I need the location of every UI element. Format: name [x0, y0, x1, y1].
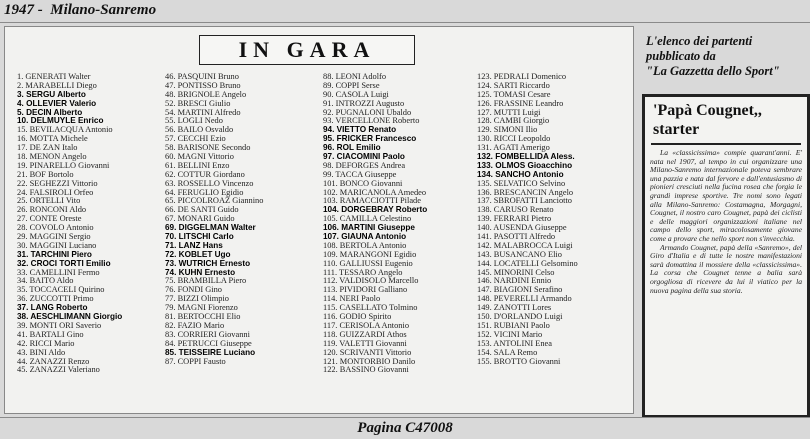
- caption-line: pubblicato da: [646, 49, 716, 63]
- caption-line: L'elenco dei partenti: [646, 34, 753, 48]
- rider-entry: 96. ROL Emilio: [323, 143, 381, 153]
- rider-entry: 39. MONTI ORI Saverio: [17, 320, 102, 330]
- rider-entry: 17. DE ZAN Italo: [17, 143, 78, 153]
- rider-entry: 66. DE SANTI Guido: [165, 205, 239, 215]
- rider-entry: 24. FALSIROLI Orfeo: [17, 187, 94, 197]
- rider-entry: 114. NERI Paolo: [323, 294, 381, 304]
- divider: [651, 143, 801, 145]
- clipping-header-text: IN GARA: [238, 37, 376, 62]
- rider-entry: 92. PUGNALONI Ubaldo: [323, 107, 412, 117]
- rider-entry: 29. MAGGINI Sergio: [17, 232, 91, 242]
- rider-entry: 41. BARTALI Gino: [17, 329, 84, 339]
- rider-entry: 63. ROSSELLO Vincenzo: [165, 178, 254, 188]
- rider-entry: 121. MONTORBIO Danilo: [323, 356, 416, 366]
- rider-entry: 46. PASQUINI Bruno: [165, 72, 239, 81]
- rider-entry: 48. BRIGNOLE Angelo: [165, 89, 247, 99]
- rider-entry: 74. KUHN Ernesto: [165, 267, 236, 277]
- rider-entry: 4. OLLEVIER Valerio: [17, 98, 97, 108]
- rider-entry: 32. CROCI TORTI Emilio: [17, 258, 111, 268]
- rider-entry: 69. DIGGELMAN Walter: [165, 223, 256, 233]
- rider-entry: 84. PETRUCCI Giuseppe: [165, 338, 252, 348]
- rider-entry: 124. SARTI Riccardo: [477, 80, 550, 90]
- rider-entry: 26. RONCONI Aldo: [17, 205, 87, 215]
- rider-entry: 109. MARANGONI Egidio: [323, 249, 417, 259]
- rider-entry: 150. D'ORLANDO Luigi: [477, 312, 563, 322]
- rider-entry: 37. LANG Roberto: [17, 303, 88, 313]
- riders-column-4: [477, 73, 578, 366]
- rider-entry: 77. BIZZI Olimpio: [165, 294, 229, 304]
- rider-entry: 42. RICCI Mario: [17, 338, 75, 348]
- rider-entry: 134. SANCHO Antonio: [477, 169, 564, 179]
- rider-entry: 89. COPPI Serse: [323, 80, 380, 90]
- rider-entry: 131. AGATI Amerigo: [477, 143, 550, 153]
- page-label: Pagina C47008: [357, 420, 453, 436]
- rider-entry: 99. TACCA Giuseppe: [323, 169, 397, 179]
- rider-entry: 72. KOBLET Ugo: [165, 249, 231, 259]
- rider-entry: 67. MONARI Guido: [165, 214, 235, 224]
- rider-entry: 152. VICINI Mario: [477, 329, 543, 339]
- rider-entry: 98. DEFORGES Andrea: [323, 160, 406, 170]
- caption-line: "La Gazzetta dello Sport": [646, 64, 780, 78]
- rider-entry: 127. MUTTI Luigi: [477, 107, 541, 117]
- rider-entry: 27. CONTE Oreste: [17, 214, 82, 224]
- rider-entry: 108. BERTOLA Antonio: [323, 240, 407, 250]
- rider-entry: 5. DECIN Alberto: [17, 107, 83, 117]
- rider-entry: 94. VIETTO Renato: [323, 125, 397, 135]
- rider-entry: 34. BAITO Aldo: [17, 276, 74, 286]
- rider-entry: 130. RICCI Leopoldo: [477, 134, 551, 144]
- rider-entry: 93. VERCELLONE Roberto: [323, 116, 420, 126]
- rider-entry: 122. BASSINO Giovanni: [323, 365, 409, 375]
- rider-entry: 123. PEDRALI Domenico: [477, 72, 567, 81]
- rider-entry: 90. CASOLA Luigi: [323, 89, 389, 99]
- rider-entry: 154. SALA Remo: [477, 347, 538, 357]
- rider-entry: 18. MENON Angelo: [17, 152, 87, 162]
- rider-entry: 115. CASELLATO Tolmino: [323, 303, 418, 313]
- rider-entry: 136. BRESCANCIN Angelo: [477, 187, 574, 197]
- rider-entry: 147. BIAGIONI Serafino: [477, 285, 563, 295]
- rider-entry: 54. MARTINI Alfredo: [165, 107, 241, 117]
- rider-entry: 126. FRASSINE Leandro: [477, 98, 564, 108]
- rider-entry: 118. GUIZZARDI Athos: [323, 329, 407, 339]
- rider-entry: 56. BAILO Osvaldo: [165, 125, 234, 135]
- rider-entry: 110. GALLIUSSI Eugenio: [323, 258, 413, 268]
- rider-entry: 3. SERGU Alberto: [17, 89, 86, 99]
- rider-entry: 83. CORRIERI Giovanni: [165, 329, 250, 339]
- rider-entry: 141. PASOTTI Alfredo: [477, 232, 556, 242]
- rider-entry: 85. TEISSEIRE Luciano: [165, 347, 256, 357]
- article-paragraph: La «classicissima» compie quarant'anni. E' nata nel 1907, al tempo in cui organizzare una Milano-Sanremo internazionale poteva sembrare una pazzia e nata dal fervore e dall'entusiasmo di pionieri cresciuti nella fucina rosea che forgia le grandi imprese sportive. Tre nomi sono legati alla Milano-Sanremo: Costamagna, Morgagni, Cougnet, il nostro caro Cougnet, papà dei ciclisti e delle maggiori organizzazioni italiane nel campo dello sport, miracolosamente giovane come a provare che nello sport non s'invecchia.: [650, 148, 802, 243]
- rider-entry: 116. GODIO Spirito: [323, 312, 392, 322]
- rider-entry: 52. BRESCI Giulio: [165, 98, 231, 108]
- rider-entry: 143. BUSANCANO Elio: [477, 249, 562, 259]
- caption: [646, 34, 808, 79]
- rider-entry: 104. DORGEBRAY Roberto: [323, 205, 428, 215]
- rider-entry: 135. SELVATICO Selvino: [477, 178, 566, 188]
- rider-entry: 82. FAZIO Mario: [165, 320, 225, 330]
- rider-entry: 33. CAMELLINI Fermo: [17, 267, 100, 277]
- rider-entry: 22. SEGHEZZI Vittorio: [17, 178, 98, 188]
- rider-entry: 132. FOMBELLIDA Aless.: [477, 152, 575, 162]
- rider-entry: 62. COTTUR Giordano: [165, 169, 245, 179]
- rider-entry: 95. FRICKER Francesco: [323, 134, 417, 144]
- newspaper-clipping: [4, 26, 634, 414]
- rider-entry: 112. VALDISOLO Marcello: [323, 276, 419, 286]
- rider-entry: 81. BERTOCCHI Elio: [165, 312, 241, 322]
- rider-entry: 21. BOF Bortolo: [17, 169, 74, 179]
- rider-entry: 70. LITSCHI Carlo: [165, 232, 234, 242]
- rider-entry: 111. TESSARO Angelo: [323, 267, 403, 277]
- rider-entry: 73. WUTRICH Ernesto: [165, 258, 251, 268]
- rider-entry: 129. SIMONI Ilio: [477, 125, 538, 135]
- bottom-bar: [0, 417, 810, 439]
- rider-entry: 65. PICCOLROAZ Giannino: [165, 196, 264, 206]
- rider-entry: 125. TOMASI Cesare: [477, 89, 551, 99]
- rider-entry: 107. GIAUNA Antonio: [323, 232, 407, 242]
- rider-entry: 45. ZANAZZI Valeriano: [17, 365, 100, 375]
- rider-entry: 75. BRAMBILLA Piero: [165, 276, 247, 286]
- page-title: 1947 - Milano-Sanremo: [4, 2, 157, 18]
- rider-entry: 64. FERUGLIO Egidio: [165, 187, 244, 197]
- rider-entry: 79. MAGNI Fiorenzo: [165, 303, 238, 313]
- rider-entry: 25. ORTELLI Vito: [17, 196, 81, 206]
- rider-entry: 137. SBROFATTI Lanciotto: [477, 196, 572, 206]
- rider-entry: 140. AUSENDA Giuseppe: [477, 223, 567, 233]
- rider-entry: 76. FONDI Gino: [165, 285, 222, 295]
- rider-entry: 113. PIVIDORI Galliano: [323, 285, 408, 295]
- rider-entry: 153. ANTOLINI Enea: [477, 338, 552, 348]
- rider-entry: 1. GENERATI Walter: [17, 72, 91, 81]
- rider-entry: 148. PEVERELLI Armando: [477, 294, 572, 304]
- rider-entry: 60. MAGNI Vittorio: [165, 152, 234, 162]
- rider-entry: 97. CIACOMINI Paolo: [323, 152, 405, 162]
- article-title: 'Papà Cougnet,, starter: [653, 102, 762, 138]
- top-bar: [0, 0, 810, 23]
- riders-column-2: [165, 73, 263, 366]
- rider-entry: 142. MALABROCCA Luigi: [477, 240, 573, 250]
- rider-entry: 138. CARUSO Renato: [477, 205, 554, 215]
- rider-entry: 19. PINARELLO Giovanni: [17, 160, 110, 170]
- rider-entry: 106. MARTINI Giuseppe: [323, 223, 415, 233]
- rider-entry: 102. MARICANOLA Amedeo: [323, 187, 427, 197]
- article-paragraph: Armando Cougnet, papà della «Sanremo», del Giro d'Italia e di tutte le nostre manifestazioni sarà domattina il mossiere della «classicissima». La corsa che Cougnet tenne a balia sarà orgogliosa di ricevere da lui il viatico per la nuova pagina della sua storia.: [650, 242, 802, 295]
- rider-entry: 35. TOCCACELI Quirino: [17, 285, 105, 295]
- rider-entry: 133. OLMOS Gioacchino: [477, 160, 573, 170]
- rider-entry: 128. CAMBI Giorgio: [477, 116, 550, 126]
- rider-entry: 38. AESCHLIMANN Giorgio: [17, 312, 123, 322]
- rider-entry: 144. LOCATELLI Gelsomino: [477, 258, 578, 268]
- clipping-header: [199, 35, 415, 65]
- rider-entry: 31. TARCHINI Piero: [17, 249, 92, 259]
- rider-entry: 91. INTROZZI Augusto: [323, 98, 405, 108]
- rider-entry: 146. NARDINI Ennio: [477, 276, 552, 286]
- rider-entry: 120. SCRIVANTI Vittorio: [323, 347, 412, 357]
- article-clipping: [642, 94, 810, 418]
- rider-entry: 71. LANZ Hans: [165, 240, 223, 250]
- rider-entry: 105. CAMILLA Celestino: [323, 214, 412, 224]
- rider-entry: 43. BINI Aldo: [17, 347, 66, 357]
- rider-entry: 47. PONTISSO Bruno: [165, 80, 241, 90]
- rider-entry: 28. COVOLO Antonio: [17, 223, 94, 233]
- riders-column-3: [323, 73, 427, 375]
- rider-entry: 57. CECCHI Ezio: [165, 134, 226, 144]
- rider-entry: 10. DELMUYLE Enrico: [17, 116, 104, 126]
- rider-entry: 145. MINORINI Celso: [477, 267, 555, 277]
- rider-entry: 55. LOGLI Nedo: [165, 116, 223, 126]
- rider-entry: 16. MOTTA Michele: [17, 134, 88, 144]
- rider-entry: 139. FERRARI Pietro: [477, 214, 552, 224]
- riders-column-1: [17, 73, 122, 375]
- rider-entry: 88. LEONI Adolfo: [323, 72, 387, 81]
- rider-entry: 30. MAGGINI Luciano: [17, 240, 97, 250]
- rider-entry: 2. MARABELLI Diego: [17, 80, 97, 90]
- rider-entry: 149. ZANOTTI Lores: [477, 303, 552, 313]
- rider-entry: 36. ZUCCOTTI Primo: [17, 294, 94, 304]
- rider-entry: 103. RAMACCIOTTI Pilade: [323, 196, 421, 206]
- rider-entry: 87. COPPI Fausto: [165, 356, 226, 366]
- article-body: [650, 149, 802, 295]
- rider-entry: 155. BROTTO Giovanni: [477, 356, 561, 366]
- rider-entry: 15. BEVILACQUA Antonio: [17, 125, 113, 135]
- rider-entry: 101. BONCO Giovanni: [323, 178, 403, 188]
- rider-entry: 58. BARISONE Secondo: [165, 143, 251, 153]
- rider-entry: 117. CERISOLA Antonio: [323, 320, 410, 330]
- rider-entry: 61. BELLINI Enzo: [165, 160, 230, 170]
- rider-entry: 151. RUBIANI Paolo: [477, 320, 550, 330]
- rider-entry: 119. VALETTI Giovanni: [323, 338, 407, 348]
- rider-entry: 44. ZANAZZI Renzo: [17, 356, 90, 366]
